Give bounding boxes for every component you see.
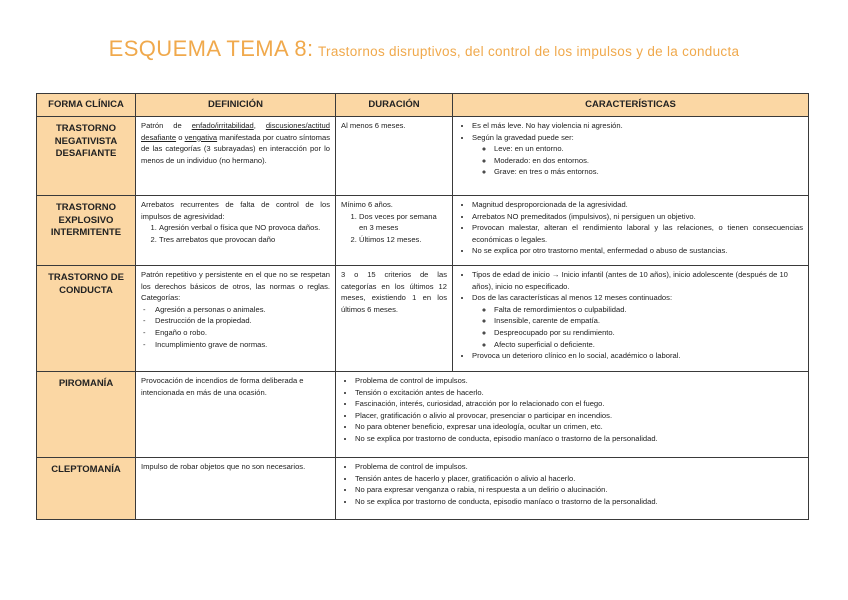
row-name: TRASTORNO DE CONDUCTA	[37, 266, 136, 372]
definition-cell	[136, 196, 336, 266]
duration-intro: Mínimo 6 años.	[341, 200, 393, 209]
row-name: PIROMANÍA	[37, 372, 136, 458]
list-item: 2. Últimos 12 meses.	[359, 234, 447, 246]
list-item: • Problema de control de impulsos.	[355, 461, 803, 473]
definition-intro: Arrebatos recurrentes de falta de control de los impulsos de agresividad:	[141, 200, 330, 221]
definition-cell: Impulso de robar objetos que no son necesarios.	[136, 458, 336, 520]
header-forma-clinica: FORMA CLÍNICA	[37, 94, 136, 117]
row-name: CLEPTOMANÍA	[37, 458, 136, 520]
definition-text: ,	[253, 121, 266, 130]
list-item	[472, 132, 803, 178]
definition-cell	[136, 266, 336, 372]
list-item: • Tensión antes de hacerlo y placer, gratificación o alivio al hacerlo.	[355, 473, 803, 485]
list-item	[472, 292, 803, 350]
header-row	[37, 94, 809, 117]
definition-text: manifestada por cuatro síntomas de las categorías (3 subrayadas) en interacción por lo menos de un individuo (no hermano).	[141, 132, 330, 165]
sub-list	[472, 143, 803, 178]
header-duracion: DURACIÓN	[336, 94, 453, 117]
definition-text: o	[176, 132, 185, 142]
title-subtitle: Trastornos disruptivos, del control de los impulsos y de la conducta	[317, 44, 740, 59]
list-item: • Tipos de edad de inicio → Inicio infantil (antes de 10 años), inicio adolescente (después de 10 años), inicio no especificado.	[472, 269, 803, 292]
list-item: • Fascinación, interés, curiosidad, atracción por lo relacionado con el fuego.	[355, 398, 803, 410]
sub-list-item: ◦ Insensible, carente de empatía.	[494, 315, 803, 327]
duration-list	[341, 211, 447, 246]
duration-cell: Al menos 6 meses.	[336, 117, 453, 196]
header-definicion: DEFINICIÓN	[136, 94, 336, 117]
characteristics-list	[341, 461, 803, 507]
table-row	[37, 196, 809, 266]
underlined-category: discusiones/actitud desafiante	[141, 121, 330, 142]
characteristics-cell	[453, 117, 809, 196]
list-item: - Agresión a personas o animales.	[155, 304, 330, 316]
sub-list	[472, 304, 803, 350]
list-item: 1. Agresión verbal o física que NO provoca daños.	[159, 222, 330, 234]
characteristics-list	[458, 199, 803, 257]
list-item-text: Según la gravedad puede ser:	[472, 132, 574, 142]
list-item: • Magnitud desproporcionada de la agresividad.	[472, 199, 803, 211]
characteristics-cell	[453, 266, 809, 372]
table-row	[37, 458, 809, 520]
duration-cell: 3 o 15 criterios de las categorías en los últimos 12 meses, existiendo 1 en los últimos 6 meses.	[336, 266, 453, 372]
characteristics-list	[341, 375, 803, 445]
definition-cell: Provocación de incendios de forma deliberada e intencionada en más de una ocasión.	[136, 372, 336, 458]
scheme-table	[36, 93, 809, 520]
list-item: - Incumplimiento grave de normas.	[155, 339, 330, 351]
sub-list-item: ◦ Moderado: en dos entornos.	[494, 155, 803, 167]
characteristics-list	[458, 120, 803, 178]
list-item: - Destrucción de la propiedad.	[155, 315, 330, 327]
definition-cell	[136, 117, 336, 196]
underlined-category: enfado/irritabilidad	[191, 121, 254, 130]
list-item: • Placer, gratificación o alivio al provocar, presenciar o participar en incendios.	[355, 410, 803, 422]
characteristics-cell	[453, 196, 809, 266]
table-row	[37, 372, 809, 458]
list-item: • No para obtener beneficio, expresar una ideología, ocultar un crimen, etc.	[355, 421, 803, 433]
title-main: ESQUEMA TEMA 8:	[108, 36, 314, 61]
list-item: • No se explica por trastorno de conducta, episodio maníaco o trastorno de la personalidad.	[355, 433, 803, 445]
sub-list-item: ◦ Leve: en un entorno.	[494, 143, 803, 155]
list-item: • No se explica por trastorno de conducta, episodio maníaco o trastorno de la personalidad.	[355, 496, 803, 508]
sub-list-item: ◦ Falta de remordimientos o culpabilidad.	[494, 304, 803, 316]
list-item: 1. Dos veces por semana en 3 meses	[359, 211, 447, 234]
underlined-category: vengativa	[184, 132, 218, 142]
row-name: TRASTORNO NEGATIVISTA DESAFIANTE	[37, 117, 136, 196]
table-row	[37, 117, 809, 196]
list-item-text: Dos de las características al menos 12 meses continuados:	[472, 293, 673, 303]
characteristics-list	[458, 269, 803, 362]
list-item: • No se explica por otro trastorno mental, enfermedad o abuso de sustancias.	[472, 245, 803, 257]
definition-intro: Patrón repetitivo y persistente en el que no se respetan los derechos básicos de otros, las normas o reglas. Categorías:	[141, 270, 330, 303]
list-item: - Engaño o robo.	[155, 327, 330, 339]
definition-list	[141, 304, 330, 350]
characteristics-cell	[336, 372, 809, 458]
sub-list-item: ◦ Afecto superficial o deficiente.	[494, 339, 803, 351]
duration-cell	[336, 196, 453, 266]
sub-list-item: ◦ Despreocupado por su rendimiento.	[494, 327, 803, 339]
list-item: • Provocan malestar, alteran el rendimiento laboral y las relaciones, o tienen consecuencias económicas o legales.	[472, 222, 803, 245]
page-title	[0, 36, 848, 62]
characteristics-cell	[336, 458, 809, 520]
row-name: TRASTORNO EXPLOSIVO INTERMITENTE	[37, 196, 136, 266]
list-item: • No para expresar venganza o rabia, ni respuesta a un delirio o alucinación.	[355, 484, 803, 496]
list-item: • Provoca un deterioro clínico en lo social, académico o laboral.	[472, 350, 803, 362]
list-item: • Tensión o excitación antes de hacerlo.	[355, 387, 803, 399]
list-item: • Problema de control de impulsos.	[355, 375, 803, 387]
definition-text: Patrón de	[141, 121, 192, 130]
sub-list-item: ◦ Grave: en tres o más entornos.	[494, 166, 803, 178]
table-row	[37, 266, 809, 372]
list-item: 2. Tres arrebatos que provocan daño	[159, 234, 330, 246]
header-caracteristicas: CARACTERÍSTICAS	[453, 94, 809, 117]
list-item: • Es el más leve. No hay violencia ni agresión.	[472, 120, 803, 132]
definition-list	[141, 222, 330, 245]
list-item: • Arrebatos NO premeditados (impulsivos), ni persiguen un objetivo.	[472, 211, 803, 223]
